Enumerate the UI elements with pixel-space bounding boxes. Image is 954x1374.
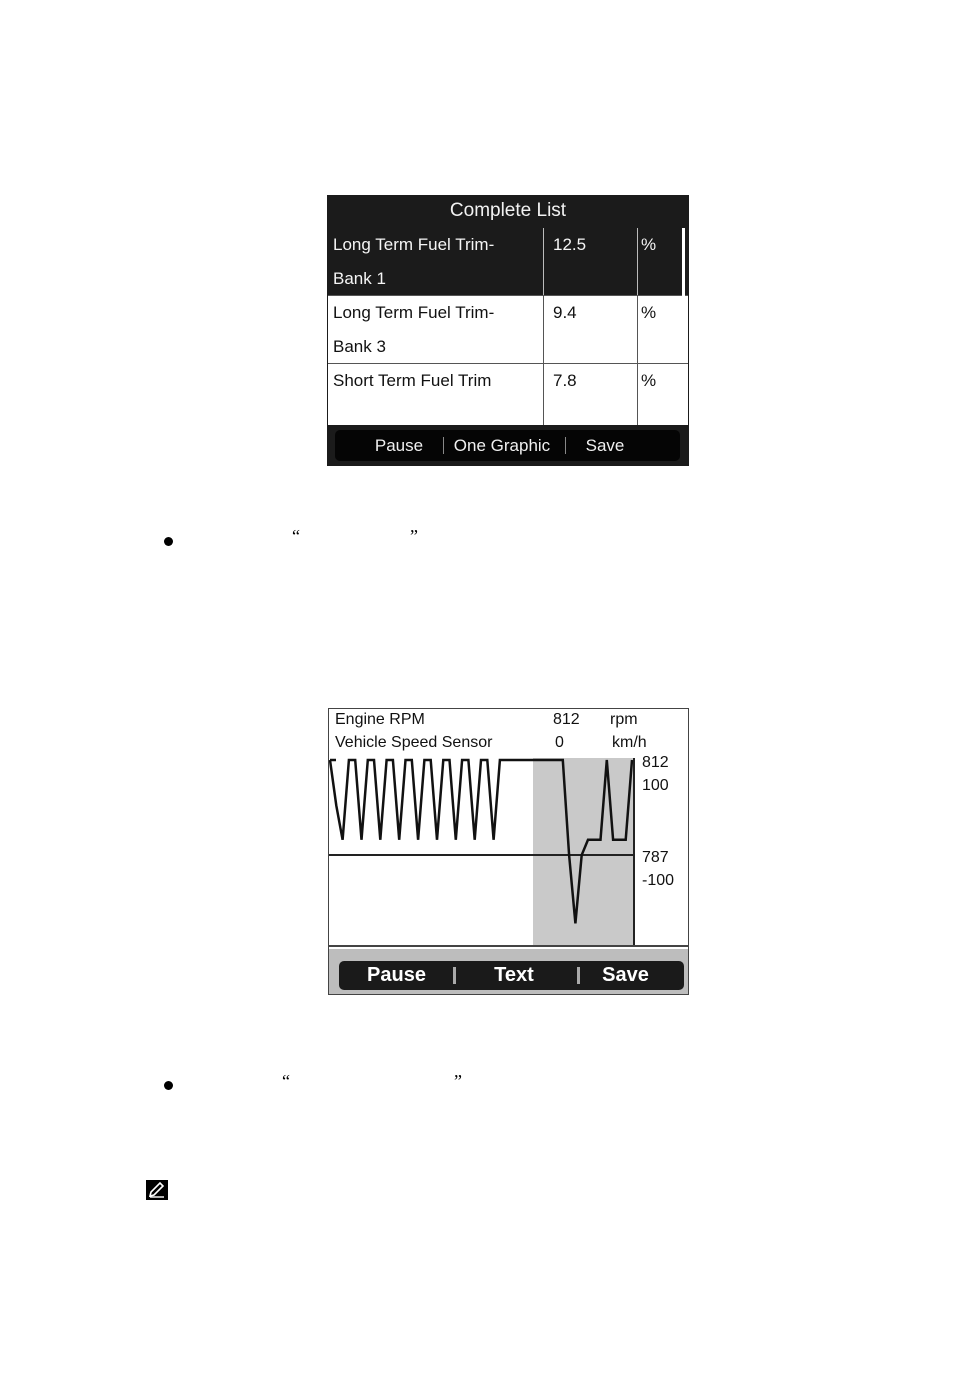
open-quote: “	[292, 526, 300, 546]
save-button[interactable]: Save	[602, 964, 649, 986]
scrollbar[interactable]	[682, 228, 685, 296]
pid-unit: %	[641, 371, 657, 390]
pid-value: 9.4	[544, 296, 638, 363]
axis-label-bottom-secondary: -100	[642, 872, 675, 889]
pid-name: Engine RPM	[335, 711, 425, 728]
pid-name-line2: Bank 3	[333, 337, 386, 356]
toolbar-divider	[565, 437, 566, 454]
note-pencil-icon	[146, 1180, 168, 1200]
toolbar-divider	[443, 437, 444, 454]
axis-label-top-secondary: 100	[642, 777, 669, 794]
pid-unit: km/h	[612, 734, 647, 751]
open-quote: “	[282, 1071, 290, 1091]
toolbar-divider	[577, 967, 580, 984]
graph-screen	[328, 708, 689, 995]
pid-value: 0	[555, 734, 564, 751]
pid-value: 812	[553, 711, 580, 728]
graph-plot	[329, 709, 688, 949]
save-button[interactable]: Save	[585, 436, 625, 455]
pid-name	[328, 228, 544, 295]
graph-toolbar	[339, 961, 684, 990]
pid-name	[328, 296, 544, 363]
pid-name-line1: Short Term Fuel Trim	[333, 371, 492, 390]
pause-button[interactable]: Pause	[374, 436, 424, 455]
pid-name: Vehicle Speed Sensor	[335, 734, 493, 751]
pid-unit: rpm	[610, 711, 638, 728]
axis-label-bottom-primary: 787	[642, 849, 669, 866]
pid-name-line1: Long Term Fuel Trim-	[333, 303, 495, 322]
pause-button[interactable]: Pause	[367, 964, 426, 986]
pid-value: 12.5	[544, 228, 638, 295]
toolbar-divider	[453, 967, 456, 984]
pid-unit: %	[641, 303, 657, 322]
screen-title: Complete List	[449, 200, 567, 221]
bullet-point	[164, 1081, 173, 1090]
list-row[interactable]	[328, 364, 688, 425]
pid-name-line2: Bank 1	[333, 269, 386, 288]
data-list-table	[328, 228, 688, 425]
list-row[interactable]	[328, 296, 688, 364]
pid-unit: %	[641, 235, 657, 254]
pid-name-line1: Long Term Fuel Trim-	[333, 235, 495, 254]
list-toolbar	[335, 430, 680, 461]
one-graphic-button[interactable]: One Graphic	[453, 436, 551, 455]
pid-name	[328, 364, 544, 425]
text-button[interactable]: Text	[494, 964, 534, 986]
list-row-selected[interactable]	[328, 228, 688, 296]
axis-label-top-primary: 812	[642, 754, 669, 771]
close-quote: ”	[410, 526, 418, 546]
bullet-point	[164, 537, 173, 546]
pid-value: 7.8	[544, 364, 638, 425]
close-quote: ”	[454, 1071, 462, 1091]
